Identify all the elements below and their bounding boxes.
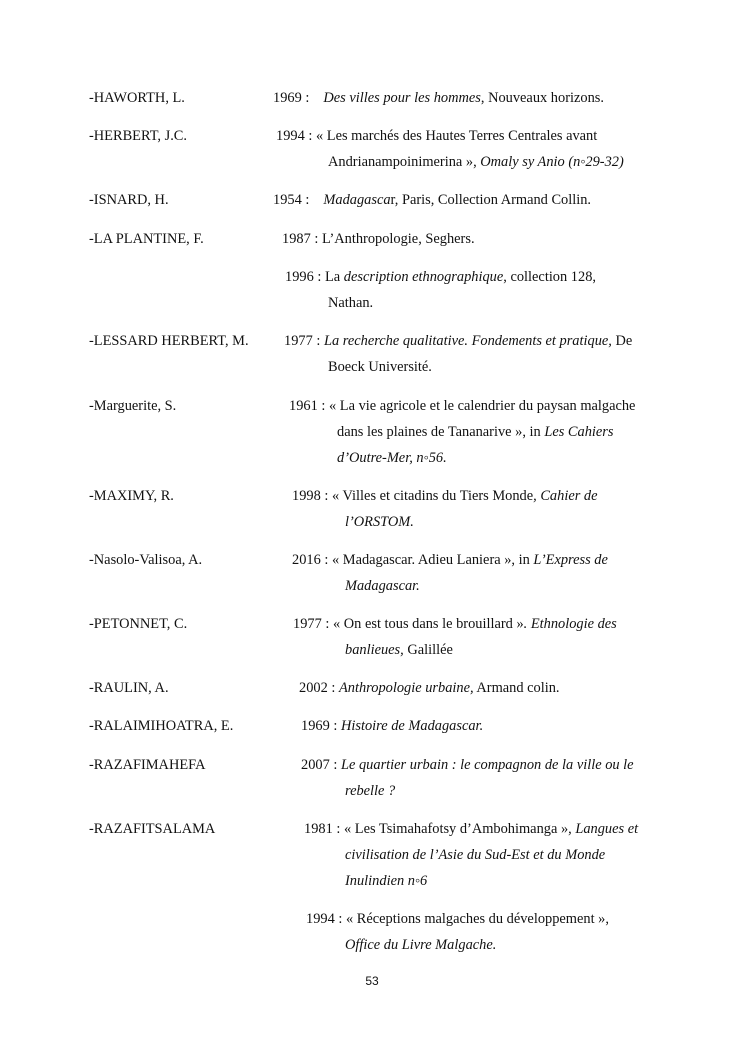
entry-year: 2007 :	[301, 757, 338, 773]
entry-year: 2016 :	[292, 552, 329, 568]
bibliography-entry	[0, 231, 744, 247]
entry-year: 1954 :	[273, 192, 310, 208]
entry-line: l’ORSTOM.	[345, 514, 414, 530]
bibliography-entry	[0, 911, 744, 953]
entry-author: -ISNARD, H.	[89, 192, 169, 208]
entry-year: 1961 :	[289, 398, 326, 414]
entry-line	[345, 937, 496, 954]
entry-title: L’Express de	[533, 552, 608, 568]
bibliography-entry	[0, 616, 744, 658]
entry-title: Histoire de Madagascar.	[341, 718, 484, 734]
entry-line	[301, 757, 634, 774]
entry-author: -PETONNET, C.	[89, 616, 188, 632]
entry-author: -MAXIMY, R.	[89, 488, 174, 504]
entry-year: 1981 :	[304, 821, 341, 837]
entry-line: Madagascar.	[345, 578, 420, 594]
bibliography-entry	[0, 757, 744, 799]
entry-line: 1994 : « Réceptions malgaches du développement »,	[306, 911, 609, 927]
entry-line: 1994 : « Les marchés des Hautes Terres Centrales avant	[276, 128, 598, 144]
entry-year: 1996 :	[285, 269, 322, 285]
entry-year: 1994 :	[306, 911, 343, 927]
entry-line: 1977 : « On est tous dans le brouillard ». Ethnologie des	[293, 616, 617, 632]
entry-year: 1969 :	[273, 90, 310, 106]
entry-line: 1981 : « Les Tsimahafotsy d’Ambohimanga », Langues et	[304, 821, 639, 837]
entry-author: -RALAIMIHOATRA, E.	[89, 718, 234, 734]
bibliography-entry	[0, 128, 744, 170]
entry-line: 1977 : La recherche qualitative. Fondements et pratique, De	[284, 333, 633, 349]
bibliography-entry	[0, 680, 744, 696]
entry-line: 2002 : Anthropologie urbaine, Armand colin.	[299, 680, 560, 696]
bibliography-entry	[0, 718, 744, 734]
entry-line: civilisation de l’Asie du Sud-Est et du Monde	[345, 847, 606, 863]
bibliography-entry	[0, 552, 744, 594]
entry-year: 1969 :	[301, 718, 338, 734]
entry-author: -Marguerite, S.	[89, 398, 177, 414]
bibliography-entry	[0, 821, 744, 889]
entry-line: Inulindien n◦6	[345, 873, 428, 889]
entry-title: Des villes pour les hommes	[323, 90, 481, 106]
entry-title: Omaly sy Anio (n◦29-32)	[480, 154, 624, 170]
entry-title: Madagasca	[323, 192, 391, 208]
entry-line: 1969 : Des villes pour les hommes, Nouveaux horizons.	[273, 90, 604, 106]
entry-title: Anthropologie urbaine,	[339, 680, 474, 696]
entry-line: 1987 : L’Anthropologie, Seghers.	[282, 231, 475, 247]
entry-title: . Ethnologie des	[523, 616, 617, 632]
entry-author: -Nasolo-Valisoa, A.	[89, 552, 203, 568]
bibliography-entry	[0, 192, 744, 208]
entry-author: -RAZAFITSALAMA	[89, 821, 216, 837]
entry-year: 1977 :	[284, 333, 321, 349]
entry-line: 2016 : « Madagascar. Adieu Laniera », in L’Express de	[292, 552, 608, 568]
entry-line: Nathan.	[328, 295, 374, 311]
entry-line: 1954 : Madagascar, Paris, Collection Armand Collin.	[273, 192, 592, 208]
entry-title: Les Cahiers	[544, 424, 614, 440]
entry-author: -LA PLANTINE, F.	[89, 231, 204, 247]
entry-line: d’Outre-Mer, n◦56.	[337, 450, 447, 466]
bibliography-entry	[0, 269, 744, 311]
entry-title: La recherche qualitative. Fondements et pratique,	[324, 333, 612, 349]
entry-line: banlieues, Galillée	[345, 642, 453, 658]
entry-author: -HAWORTH, L.	[89, 90, 185, 106]
page-number: 53	[365, 974, 379, 988]
entry-line: Andrianampoinimerina », Omaly sy Anio (n◦29-32)	[328, 154, 624, 170]
bibliography-entry	[0, 90, 744, 106]
entry-author: -RAULIN, A.	[89, 680, 169, 696]
entry-year: 2002 :	[299, 680, 336, 696]
entry-title: Langues et	[575, 821, 639, 837]
entry-year: 1977 :	[293, 616, 330, 632]
entry-title: , Cahier de	[533, 488, 598, 504]
entry-author: -LESSARD HERBERT, M.	[89, 333, 249, 349]
entry-line: 1996 : La description ethnographique, collection 128,	[285, 269, 596, 285]
entry-author: -HERBERT, J.C.	[89, 128, 188, 144]
entry-line: dans les plaines de Tananarive », in Les Cahiers	[337, 424, 614, 440]
entry-title: Le quartier urbain : le compagnon de la ville ou le	[341, 757, 634, 773]
bibliography-entry	[0, 398, 744, 466]
entry-line: 1998 : « Villes et citadins du Tiers Monde, Cahier de	[292, 488, 598, 504]
entry-year: 1994 :	[276, 128, 313, 144]
entry-line: Boeck Université.	[328, 359, 432, 375]
entry-line	[301, 718, 483, 735]
bibliography-entry	[0, 488, 744, 530]
entry-year: 1998 :	[292, 488, 329, 504]
entry-title: description ethnographique	[343, 269, 504, 285]
entry-title: Office du Livre Malgache.	[345, 937, 497, 953]
bibliography-entry	[0, 333, 744, 375]
entry-line: 1961 : « La vie agricole et le calendrier du paysan malgache	[289, 398, 636, 414]
entry-line: rebelle ?	[345, 783, 396, 799]
entry-year: 1987 :	[282, 231, 319, 247]
entry-author: -RAZAFIMAHEFA	[89, 757, 206, 773]
